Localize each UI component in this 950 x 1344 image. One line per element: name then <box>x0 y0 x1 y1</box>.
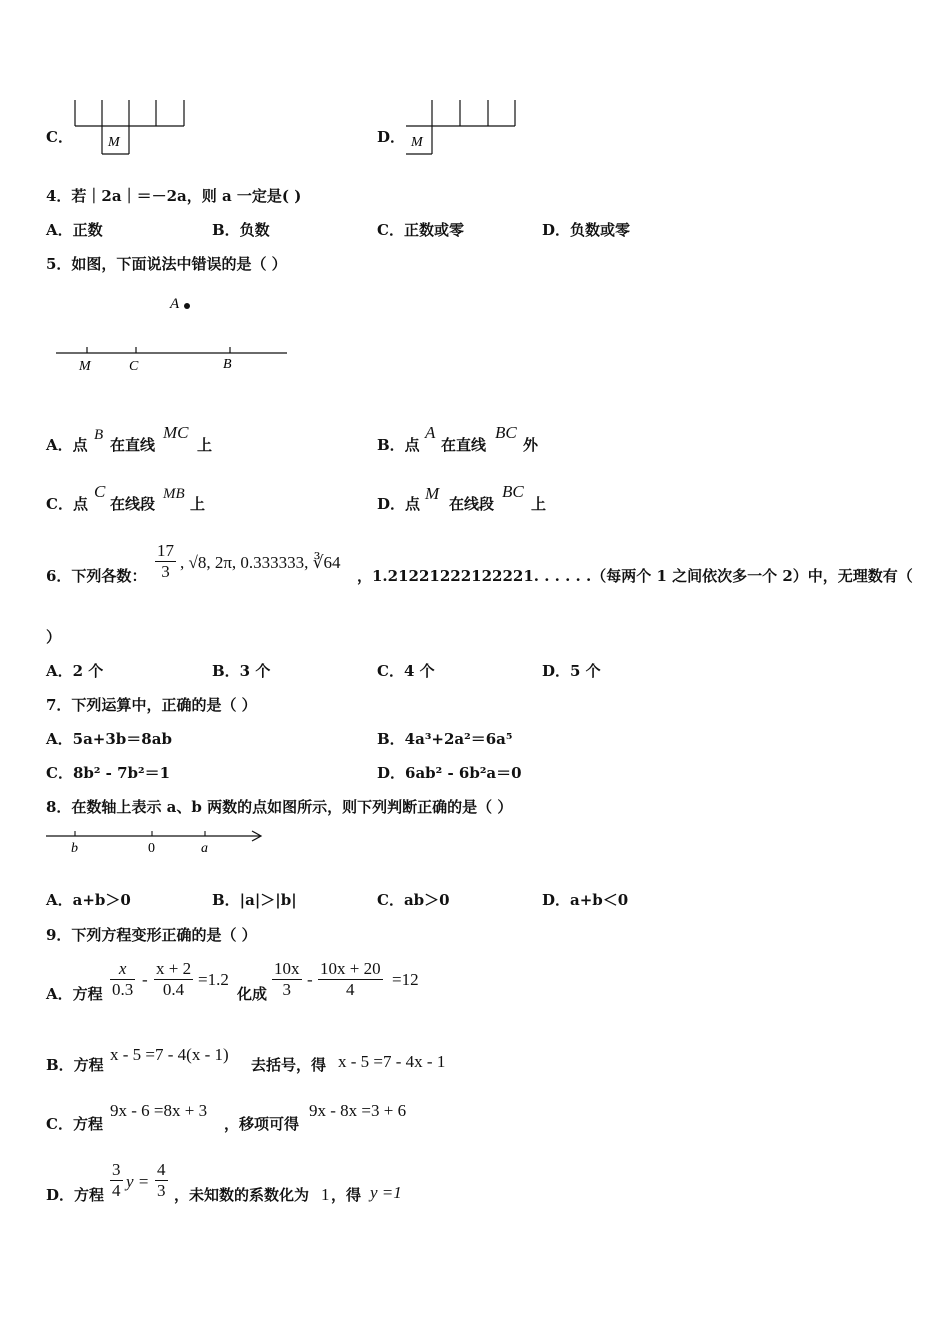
q3-c-m-label: M <box>108 135 120 150</box>
q9-a-f4n: 10x + 20 <box>320 959 381 978</box>
q5-a-tail: 上 <box>197 436 213 454</box>
q5-b-tail: 外 <box>523 436 539 454</box>
q9-d-one: 1 <box>321 1185 330 1204</box>
q9-d-mid: ，未知数的系数化为 <box>174 1186 310 1204</box>
q4-option-c: C．正数或零 <box>377 221 464 239</box>
q7-option-d: D．6ab² ‐ 6b²a＝0 <box>377 764 522 782</box>
q5-b-line: BC <box>495 423 517 442</box>
q9-a-f1n: x <box>110 959 135 980</box>
q9-d-f1n: 3 <box>112 1160 121 1179</box>
q9-a-f2n: x + 2 <box>156 959 192 978</box>
q9-a-f4d: 4 <box>346 980 355 999</box>
q3-option-d-figure <box>402 98 522 158</box>
q9-a-minus2: ‐ <box>307 970 313 989</box>
q8-option-b: B．|a|＞|b| <box>212 891 297 909</box>
q9-d-f2n: 4 <box>157 1160 166 1179</box>
q8-option-d: D．a+b＜0 <box>542 891 629 909</box>
q5-c-point: C <box>94 482 106 501</box>
q8-fig-zero: 0 <box>148 841 155 856</box>
q9-a-frac1 <box>110 959 135 1000</box>
q3-option-c-label: C． <box>46 128 73 146</box>
q9-d-y: y = <box>126 1172 150 1191</box>
q9-d-frac2 <box>155 1160 168 1201</box>
q5-a-point: B <box>94 427 104 443</box>
q6-option-a: A．2 个 <box>46 662 104 680</box>
q5-fig-point-b: B <box>223 357 232 372</box>
q6-frac-num: 17 <box>157 541 174 560</box>
q9-d-lead: D．方程 <box>46 1186 105 1204</box>
q9-a-frac2 <box>154 959 193 1000</box>
q9-b-lead: B．方程 <box>46 1056 104 1074</box>
q5-fig-point-a: A <box>170 296 180 312</box>
q9-c-mid: ，移项可得 <box>224 1115 300 1133</box>
q5-figure <box>50 288 300 383</box>
q5-stem: 5．如图，下面说法中错误的是（ ） <box>46 255 287 273</box>
q6-lead: 6．下列各数： <box>46 567 147 585</box>
q5-fig-point-m: M <box>79 359 91 374</box>
q9-a-minus1: ‐ <box>142 970 148 989</box>
q9-a-frac4 <box>318 959 383 1000</box>
q3-d-m-label: M <box>411 135 423 150</box>
q9-a-f3n: 10x <box>274 959 300 978</box>
q5-c-tail: 上 <box>190 495 206 513</box>
q6-option-c: C．4 个 <box>377 662 435 680</box>
q7-option-c: C．8b² ‐ 7b²＝1 <box>46 764 171 782</box>
q3-option-c-figure <box>70 98 190 158</box>
q9-c-eq2: 9x ‐ 8x =3 + 6 <box>309 1101 407 1120</box>
q9-a-f1d: 0.3 <box>112 980 134 999</box>
q4-option-a: A．正数 <box>46 221 103 239</box>
q9-a-mid: 化成 <box>237 985 268 1003</box>
q5-c-mid: 在线段 <box>110 495 156 513</box>
q9-c-eq1: 9x ‐ 6 =8x + 3 <box>110 1101 208 1120</box>
q8-option-c: C．ab＞0 <box>377 891 450 909</box>
q4-option-d: D．负数或零 <box>542 221 631 239</box>
q6-option-b: B．3 个 <box>212 662 271 680</box>
q8-fig-a: a <box>201 841 208 856</box>
q6-option-d: D．5 个 <box>542 662 601 680</box>
q5-fig-point-c: C <box>129 359 139 374</box>
q7-option-b: B．4a³+2a²＝6a⁵ <box>377 730 513 748</box>
q5-d-mid: 在线段 <box>449 495 495 513</box>
q5-a-line: MC <box>163 423 189 442</box>
q9-d-mid2: ，得 <box>331 1186 362 1204</box>
q9-a-frac3 <box>272 959 302 1000</box>
q9-b-eq1: x ‐ 5 =7 ‐ 4(x ‐ 1) <box>110 1045 229 1064</box>
q9-d-result: y =1 <box>370 1183 402 1202</box>
q9-a-f2d: 0.4 <box>162 980 185 999</box>
q9-a-eq2: =12 <box>392 970 419 989</box>
q5-d-point: M <box>425 484 440 503</box>
q6-number-list: , √8, 2π, 0.333333, ∛64 <box>180 553 341 572</box>
q8-option-a: A．a+b＞0 <box>46 891 131 909</box>
q5-d-line: BC <box>502 482 524 501</box>
q5-b-lead: B．点 <box>377 436 420 454</box>
q7-option-a: A．5a+3b＝8ab <box>46 730 172 748</box>
q9-a-lead: A．方程 <box>46 985 103 1003</box>
q9-a-eq1: =1.2 <box>198 970 229 989</box>
q9-b-eq2: x ‐ 5 =7 ‐ 4x ‐ 1 <box>338 1052 446 1071</box>
q9-stem: 9．下列方程变形正确的是（ ） <box>46 926 257 944</box>
q9-d-f2d: 3 <box>157 1181 166 1200</box>
q5-c-lead: C．点 <box>46 495 88 513</box>
q5-b-mid: 在直线 <box>441 436 487 454</box>
q3-option-d-label: D． <box>377 128 406 146</box>
q4-stem: 4．若｜2a｜＝－2a，则 a 一定是( ) <box>46 187 302 205</box>
q5-c-line: MB <box>163 486 185 502</box>
q5-d-lead: D．点 <box>377 495 421 513</box>
q9-d-f1d: 4 <box>112 1181 121 1200</box>
q5-b-point: A <box>425 423 436 442</box>
q8-fig-b: b <box>71 841 78 856</box>
q5-a-lead: A．点 <box>46 436 88 454</box>
q8-number-line <box>42 824 272 858</box>
q5-d-tail: 上 <box>531 495 547 513</box>
q6-tail: ，1.21221222122221. . . . . .（每两个 1 之间依次多一个 2）中，无理数有（ <box>357 567 913 585</box>
q8-stem: 8．在数轴上表示 a、b 两数的点如图所示，则下列判断正确的是（ ） <box>46 798 513 816</box>
q6-frac-den: 3 <box>161 562 170 581</box>
q6-close: ） <box>46 628 62 646</box>
q9-a-f3d: 3 <box>282 980 291 999</box>
q9-b-mid: 去括号，得 <box>251 1056 327 1074</box>
q5-a-mid: 在直线 <box>110 436 156 454</box>
q6-fraction <box>155 541 176 582</box>
q4-option-b: B．负数 <box>212 221 270 239</box>
q7-stem: 7．下列运算中，正确的是（ ） <box>46 696 257 714</box>
q9-c-lead: C．方程 <box>46 1115 103 1133</box>
q9-d-frac1 <box>110 1160 123 1201</box>
